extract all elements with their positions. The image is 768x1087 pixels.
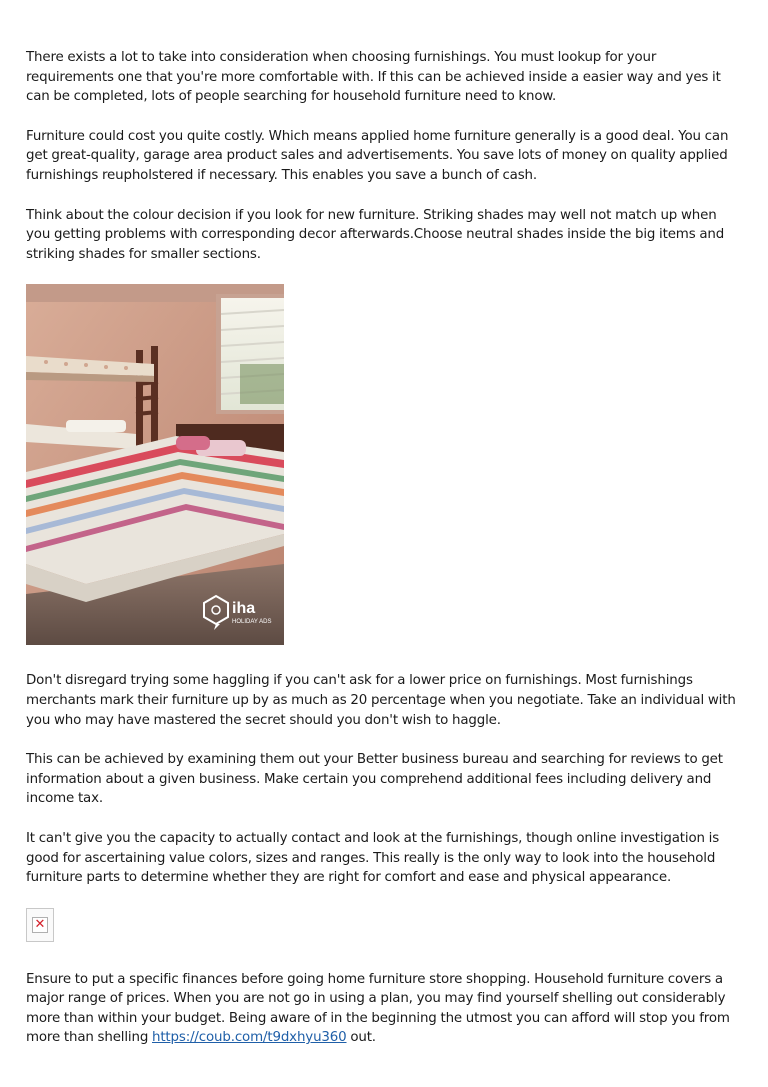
watermark-brand: iha xyxy=(232,600,256,618)
paragraph: It can't give you the capacity to actually contact and look at the furnishings, though online investigation is good for ascertaining value colors, sizes and ranges. This really is the only way to look into the household furniture parts to determine whether they are right for comfort and ease and physical appearance. xyxy=(26,830,720,886)
paragraph-tail: out. xyxy=(346,1030,376,1046)
bedroom-photo-illustration xyxy=(26,284,284,645)
paragraph-text: Ensure to put a specific finances before going home furniture store shopping. Household furniture covers a major range of prices. When you are not go in using a plan, you may find yourself shelling out considerably more than within your budget. Being aware of in the beginning the utmost you can afford will stop you from more than shelling xyxy=(26,971,730,1046)
paragraph: There exists a lot to take into consideration when choosing furnishings. You must lookup for your requirements one that you're more comfortable with. If this can be achieved inside a easier way and yes it can be completed, lots of people searching for household furniture need to know. xyxy=(26,50,721,105)
paragraph: Furniture could cost you quite costly. Which means applied home furniture generally is a good deal. You can get great-quality, garage area product sales and advertisements. You save lots of money on quality applied furnishings reupholstered if necessary. This enables you save a bunch of cash. xyxy=(26,128,729,183)
broken-image-icon: ✕ xyxy=(32,917,48,933)
broken-image-placeholder xyxy=(26,908,54,942)
document-page xyxy=(26,48,742,1068)
watermark-sub: HOLIDAY ADS xyxy=(232,619,272,626)
paragraph: Don't disregard trying some haggling if you can't ask for a lower price on furnishings. Most furnishings merchants mark their furniture up by as much as 20 percentage when you negotiate. Take an individual with you who may have mastered the secret should you don't wish to haggle. xyxy=(26,673,736,728)
paragraph-last xyxy=(26,970,742,1048)
paragraph: This can be achieved by examining them out your Better business bureau and searching for reviews to get information about a given business. Make certain you comprehend additional fees including delivery and income tax. xyxy=(26,752,723,807)
bedroom-photo xyxy=(26,284,284,645)
paragraph: Think about the colour decision if you look for new furniture. Striking shades may well not match up when you getting problems with corresponding decor afterwards.Choose neutral shades inside the big items and striking shades for smaller sections. xyxy=(26,207,725,262)
coub-link[interactable]: https://coub.com/t9dxhyu360 xyxy=(152,1030,347,1046)
